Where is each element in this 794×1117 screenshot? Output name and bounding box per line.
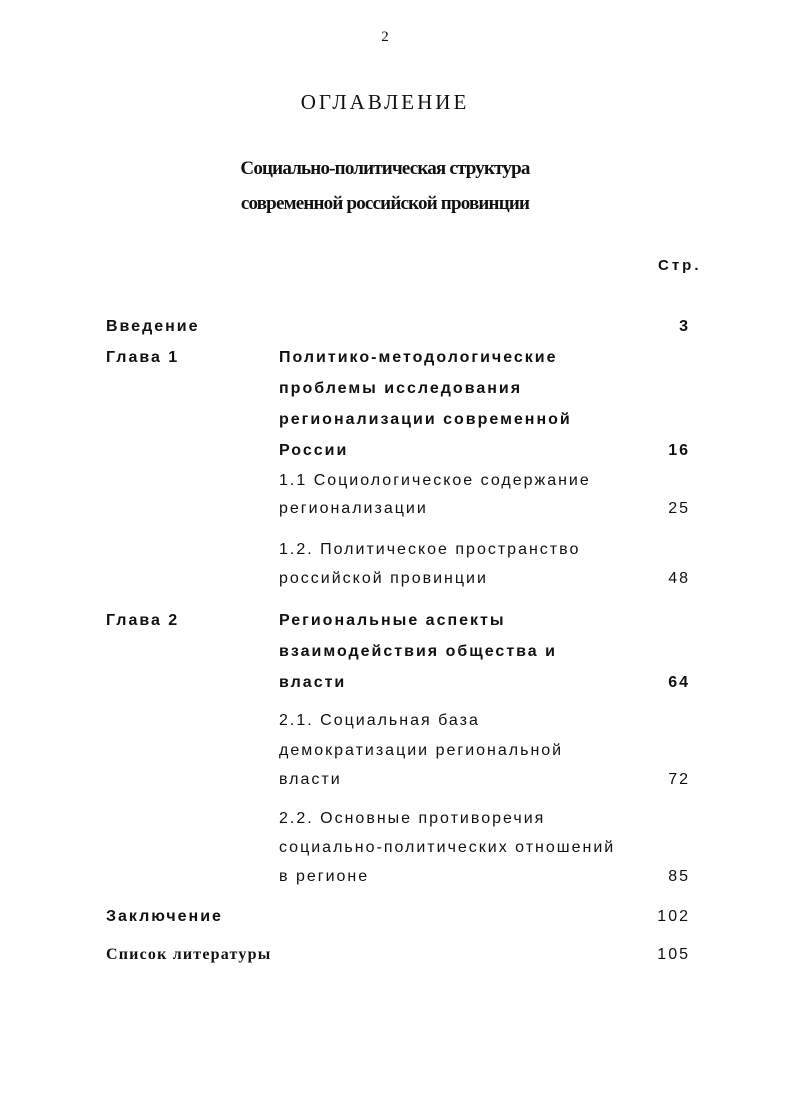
toc-bibliography-label: Список литературы <box>106 946 272 963</box>
toc-intro-page: 3 <box>679 318 690 335</box>
toc-chapter2-title-line: власти <box>279 674 347 691</box>
toc-section-line: 2.2. Основные противоречия <box>279 810 546 827</box>
page-column-header: Стр. <box>658 257 702 274</box>
page-number: 2 <box>381 29 389 45</box>
toc-chapter1-page: 16 <box>668 442 690 459</box>
toc-chapter2-title-line: Региональные аспекты <box>279 612 506 629</box>
toc-chapter1-title-line: проблемы исследования <box>279 380 523 397</box>
subtitle-line-1: Социально-политическая структура <box>240 158 530 179</box>
toc-section-line: регионализации <box>279 500 428 517</box>
toc-section-line: 1.2. Политическое пространство <box>279 541 581 558</box>
toc-section-line: 2.1. Социальная база <box>279 712 480 729</box>
toc-section-line: российской провинции <box>279 570 488 587</box>
toc-intro-label: Введение <box>106 318 200 335</box>
toc-conclusion-label: Заключение <box>106 908 223 925</box>
toc-section-page: 25 <box>668 500 690 517</box>
toc-section-page: 48 <box>668 570 690 587</box>
toc-chapter1-label: Глава 1 <box>106 349 180 366</box>
toc-chapter1-title-line: России <box>279 442 349 459</box>
toc-conclusion-page: 102 <box>657 908 690 925</box>
toc-section-page: 85 <box>668 868 690 885</box>
toc-section-line: демократизации региональной <box>279 742 564 759</box>
toc-section-line: 1.1 Социологическое содержание <box>279 472 591 489</box>
page-title: ОГЛАВЛЕНИЕ <box>300 90 470 114</box>
toc-section-line: в регионе <box>279 868 370 885</box>
toc-section-page: 72 <box>668 771 690 788</box>
toc-chapter1-title-line: Политико-методологические <box>279 349 558 366</box>
toc-chapter2-page: 64 <box>668 674 690 691</box>
toc-section-line: социально-политических отношений <box>279 839 616 856</box>
toc-section-line: власти <box>279 771 342 788</box>
toc-bibliography-page: 105 <box>657 946 690 963</box>
toc-chapter2-label: Глава 2 <box>106 612 180 629</box>
toc-chapter2-title-line: взаимодействия общества и <box>279 643 557 660</box>
toc-chapter1-title-line: регионализации современной <box>279 411 572 428</box>
subtitle-line-2: современной российской провинции <box>240 193 530 214</box>
